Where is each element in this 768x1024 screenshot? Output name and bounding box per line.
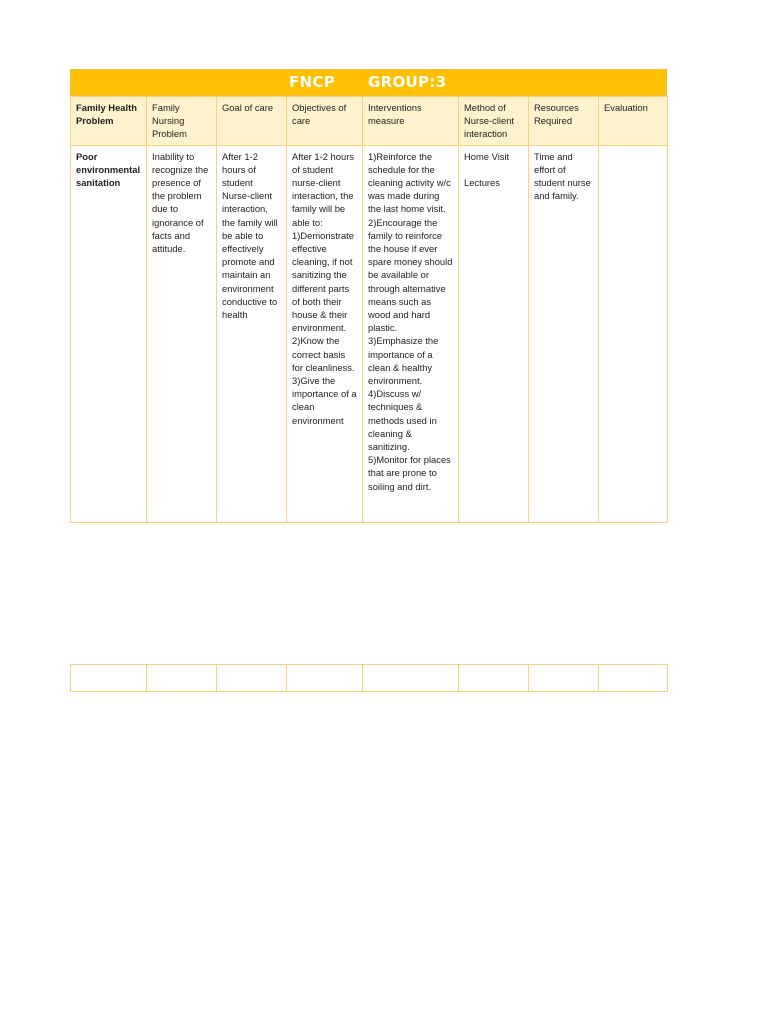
cell-evaluation: [599, 145, 668, 522]
objective-item: 3)Give the importance of a clean environment: [292, 375, 360, 426]
header-goal-of-care: Goal of care: [217, 97, 287, 146]
table-title-bar: [70, 69, 667, 96]
intervention-item: 4)Discuss w/ techniques & methods used in cleaning & sanitizing.: [368, 388, 440, 453]
empty-cell: [529, 665, 599, 692]
header-interventions-measure: Interventions measure: [363, 97, 459, 146]
empty-cell: [363, 665, 459, 692]
header-method-of-interaction: Method of Nurse-client interaction: [459, 97, 529, 146]
title-group: GROUP:3: [368, 73, 447, 91]
header-evaluation: Evaluation: [599, 97, 668, 146]
header-family-nursing-problem: Family Nursing Problem: [147, 97, 217, 146]
intervention-item: 2)Encourage the family to reinforce the house if ever spare money should be available or through alternative means such as wood and hard plastic.: [368, 216, 456, 334]
header-objectives-of-care: Objectives of care: [287, 97, 363, 146]
intervention-item: 1)Reinforce the schedule for the cleaning activity w/c was made during the last home visit.: [368, 150, 454, 215]
table-header-row: [71, 97, 668, 146]
empty-cell: [217, 665, 287, 692]
method-item: Lectures: [464, 177, 500, 189]
empty-cell: [459, 665, 529, 692]
table-row: [71, 145, 668, 522]
empty-cell: [147, 665, 217, 692]
empty-cell: [599, 665, 668, 692]
cell-goal: After 1-2 hours of student Nurse-client interaction, the family will be able to effectively promote and maintain an environment conductive to health: [217, 145, 287, 522]
cell-resources: Time and effort of student nurse and family.: [529, 145, 599, 522]
method-item: Home Visit: [464, 150, 510, 162]
cell-interventions: [363, 145, 459, 522]
table-row: [71, 665, 668, 692]
objective-item: 2)Know the correct basis for cleanliness.: [292, 335, 355, 373]
empty-table-row: [70, 664, 668, 692]
cell-health-problem: Poor environmental sanitation: [71, 145, 147, 522]
header-family-health-problem: Family Health Problem: [71, 97, 147, 146]
fncp-table: [70, 96, 668, 523]
objective-item: 1)Demonstrate effective cleaning, if not sanitizing the different parts of both their house & their environment.: [292, 229, 357, 334]
cell-methods: [459, 145, 529, 522]
method-spacer: [464, 163, 524, 176]
cell-objectives: [287, 145, 363, 522]
intervention-item: 3)Emphasize the importance of a clean & healthy environment.: [368, 335, 441, 387]
title-fncp: FNCP: [289, 73, 336, 91]
header-resources-required: Resources Required: [529, 97, 599, 146]
objective-intro: After 1-2 hours of student nurse-client interaction, the family will be able to:: [292, 150, 357, 228]
empty-cell: [71, 665, 147, 692]
cell-nursing-problem: Inability to recognize the presence of the problem due to ignorance of facts and attitude.: [147, 145, 217, 522]
intervention-item: 5)Monitor for places that are prone to soiling and dirt.: [368, 454, 454, 492]
empty-cell: [287, 665, 363, 692]
